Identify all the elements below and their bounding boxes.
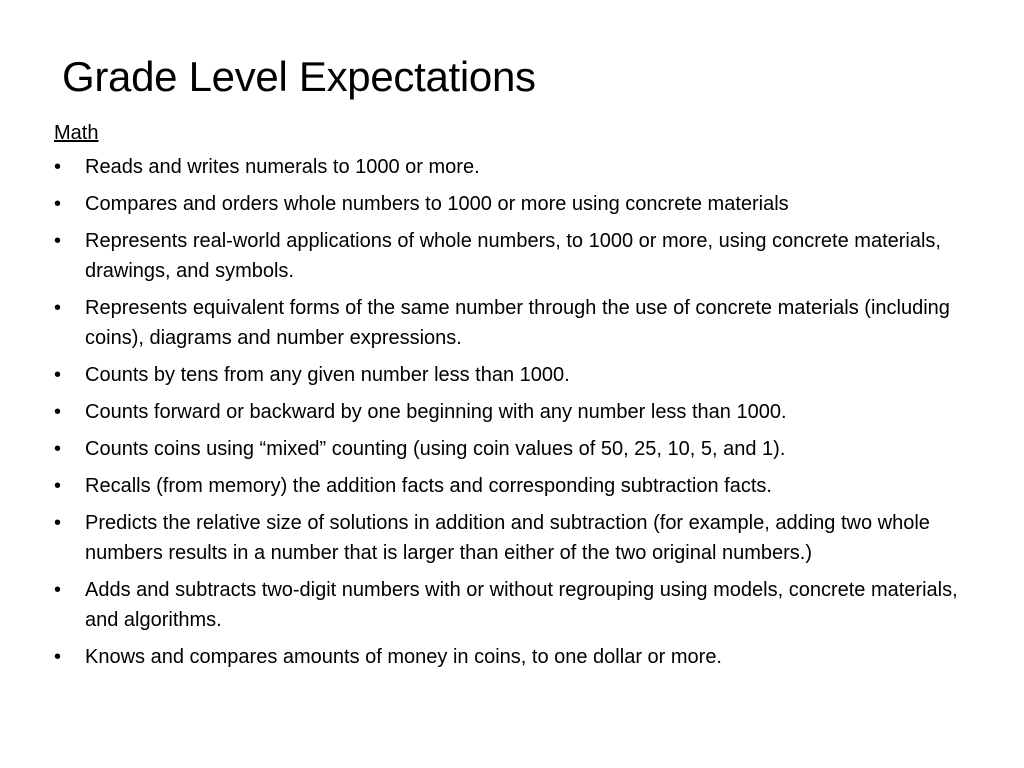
list-item-text: Compares and orders whole numbers to 1000 or more using concrete materials [85,193,789,215]
list-item [54,508,964,568]
bullet-icon: • [54,364,62,386]
list-item [54,226,964,286]
bullet-icon: • [54,646,62,668]
list-item [54,434,964,464]
list-item [54,360,964,390]
bullet-icon: • [54,193,62,215]
bullet-icon: • [54,475,62,497]
list-item-text: Counts by tens from any given number less than 1000. [85,364,570,386]
slide-content [54,118,964,679]
list-item-text: Represents real-world applications of whole numbers, to 1000 or more, using concrete materials, drawings, and symbols. [85,230,941,282]
list-item-text: Counts forward or backward by one beginning with any number less than 1000. [85,401,787,423]
list-item-text: Recalls (from memory) the addition facts and corresponding subtraction facts. [85,475,772,497]
list-item [54,189,964,219]
slide-title: Grade Level Expectations [62,53,536,100]
section-heading-math: Math [54,122,99,144]
list-item [54,642,964,672]
list-item-text: Reads and writes numerals to 1000 or more. [85,156,480,178]
list-item [54,471,964,501]
expectations-list [54,152,964,672]
list-item-text: Knows and compares amounts of money in coins, to one dollar or more. [85,646,722,668]
bullet-icon: • [54,512,62,534]
bullet-icon: • [54,579,62,601]
list-item-text: Represents equivalent forms of the same number through the use of concrete materials (including coins), diagrams and number expressions. [85,297,950,349]
bullet-icon: • [54,297,62,319]
bullet-icon: • [54,438,62,460]
list-item [54,397,964,427]
list-item [54,575,964,635]
list-item-text: Adds and subtracts two-digit numbers with or without regrouping using models, concrete materials, and algorithms. [85,579,958,631]
bullet-icon: • [54,401,62,423]
list-item [54,152,964,182]
bullet-icon: • [54,230,62,252]
list-item-text: Predicts the relative size of solutions in addition and subtraction (for example, adding two whole numbers results in a number that is larger than either of the two original numbers.) [85,512,930,564]
list-item [54,293,964,353]
list-item-text: Counts coins using “mixed” counting (using coin values of 50, 25, 10, 5, and 1). [85,438,786,460]
bullet-icon: • [54,156,62,178]
